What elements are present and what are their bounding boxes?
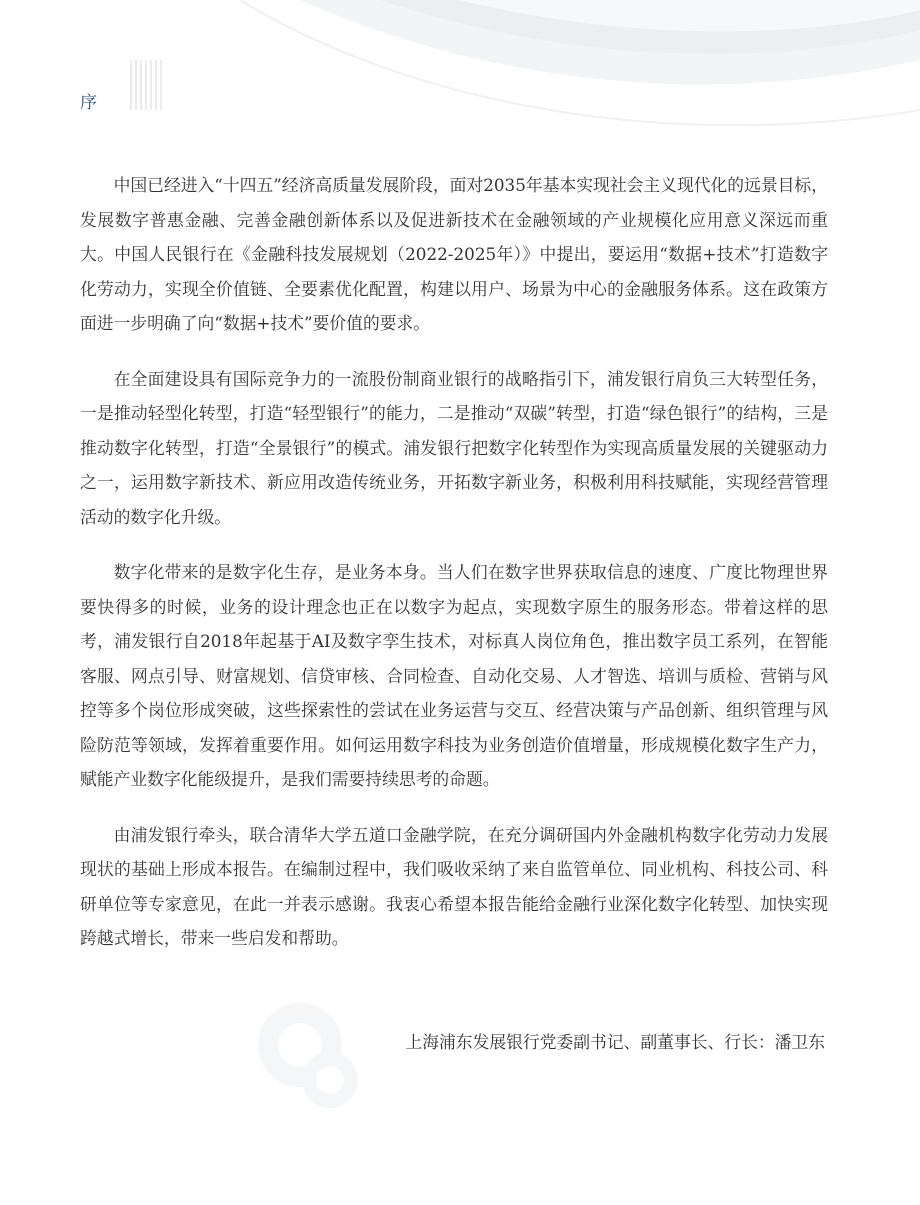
paragraph-3: 数字化带来的是数字化生存，是业务本身。当人们在数字世界获取信息的速度、广度比物理世界要快得多的时候，业务的设计理念也正在以数字为起点，实现数字原生的服务形态。带着这样的思考，浦发银行自2018年起基于AI及数字孪生技术，对标真人岗位角色，推出数字员工系列，在智能客服、网点引导、财富规划、信贷审核、合同检查、自动化交易、人才智选、培训与质检、营销与风控等多个岗位形成突破，这些探索性的尝试在业务运营与交互、经营决策与产品创新、组织管理与风险防范等领域，发挥着重要作用。如何运用数字科技为业务创造价值增量，形成规模化数字生产力，赋能产业数字化能级提升，是我们需要持续思考的命题。 (80, 562, 828, 789)
stripe-lines-icon (128, 60, 164, 110)
page-title: 序 (80, 93, 97, 113)
preface-body (80, 168, 828, 977)
signature: 上海浦东发展银行党委副书记、副董事长、行长：潘卫东 (405, 1032, 825, 1052)
paragraph-1: 中国已经进入“十四五”经济高质量发展阶段，面对2035年基本实现社会主义现代化的远景目标，发展数字普惠金融、完善金融创新体系以及促进新技术在金融领域的产业规模化应用意义深远而重大。中国人民银行在《金融科技发展规划（2022-2025年）》中提出，要运用“数据+技术”打造数字化劳动力，实现全价值链、全要素优化配置，构建以用户、场景为中心的金融服务体系。这在政策方面进一步明确了向“数据+技术”要价值的要求。 (80, 175, 828, 333)
paragraph-4: 由浦发银行牵头，联合清华大学五道口金融学院，在充分调研国内外金融机构数字化劳动力发展现状的基础上形成本报告。在编制过程中，我们吸收采纳了来自监管单位、同业机构、科技公司、科研单位等专家意见，在此一并表示感谢。我衷心希望本报告能给金融行业深化数字化转型、加快实现跨越式增长，带来一些启发和帮助。 (80, 824, 828, 948)
paragraph-2: 在全面建设具有国际竞争力的一流股份制商业银行的战略指引下，浦发银行肩负三大转型任务，一是推动轻型化转型，打造“轻型银行”的能力，二是推动“双碳”转型，打造“绿色银行”的结构，三是推动数字化转型，打造“全景银行”的模式。浦发银行把数字化转型作为实现高质量发展的关键驱动力之一，运用数字新技术、新应用改造传统业务，开拓数字新业务，积极利用科技赋能，实现经营管理活动的数字化升级。 (80, 368, 828, 527)
